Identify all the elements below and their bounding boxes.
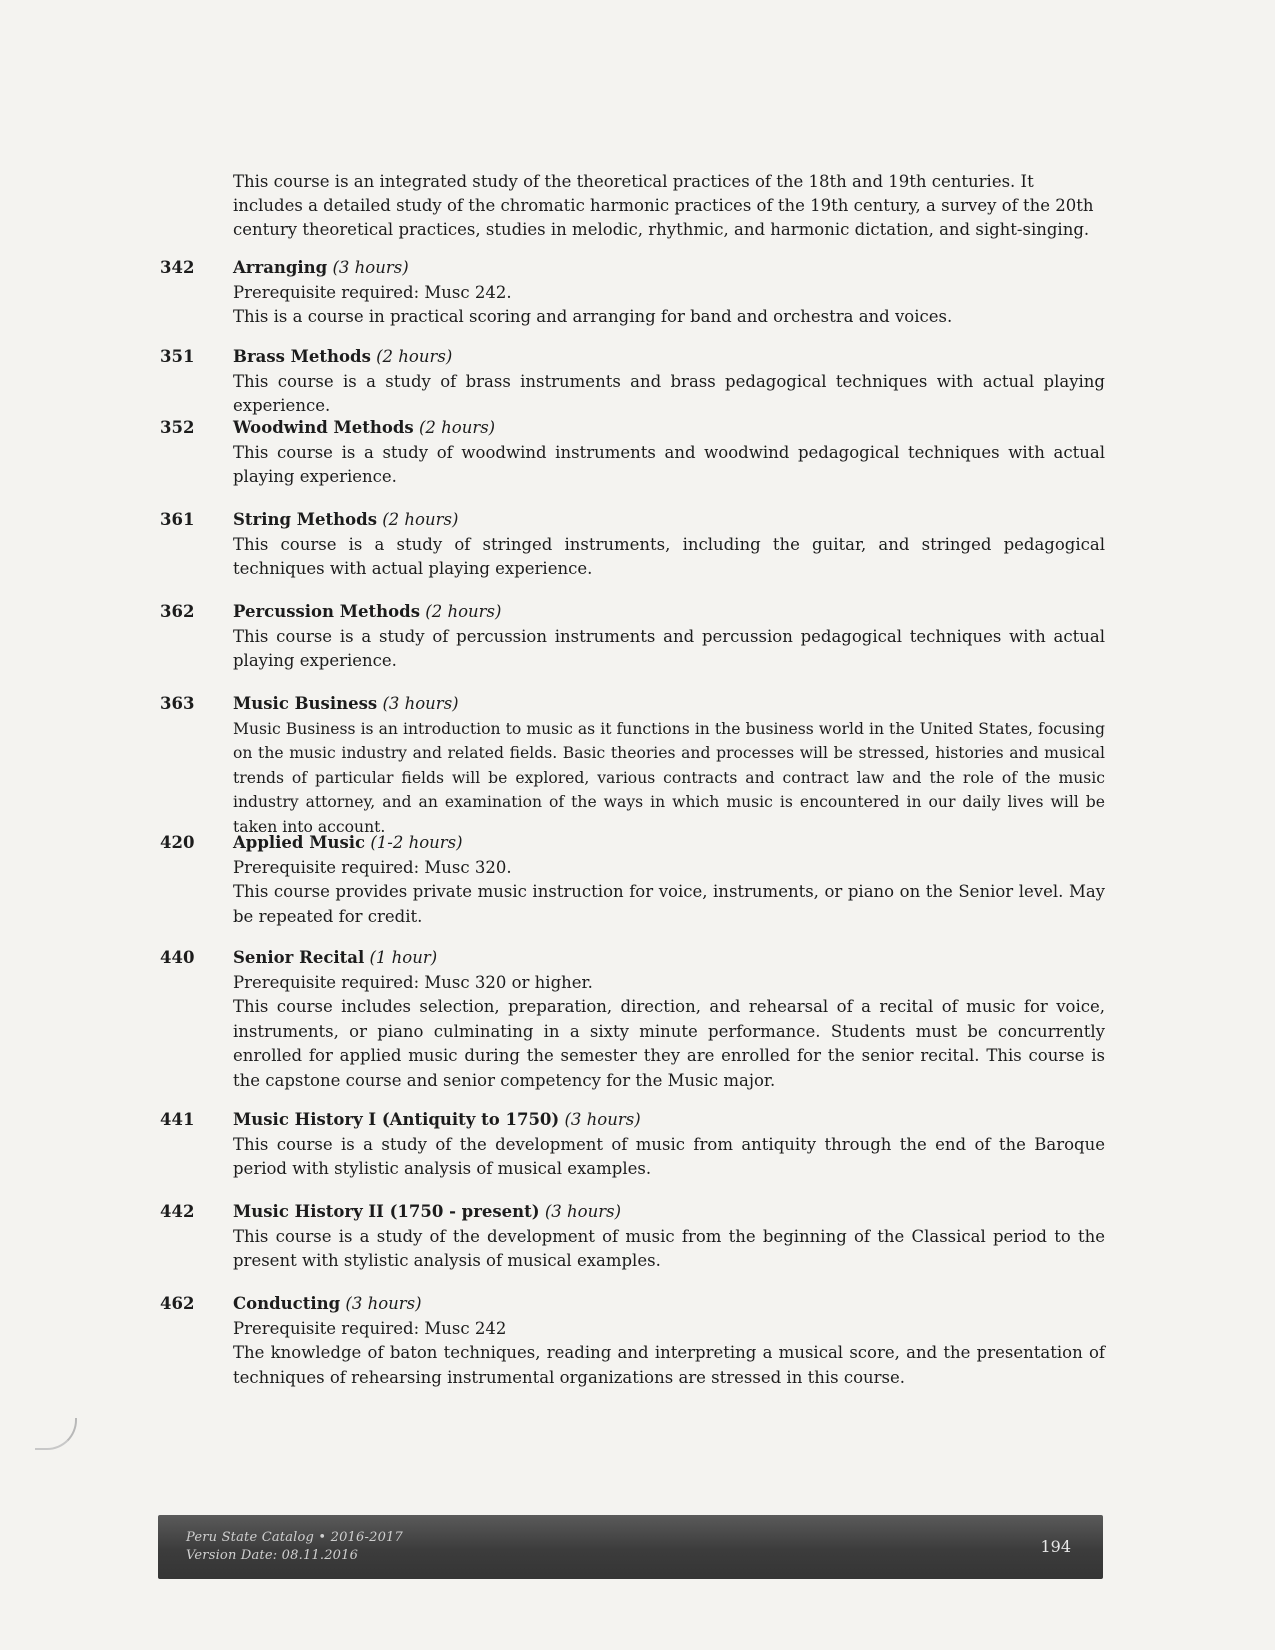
- course-hours: (3 hours): [382, 694, 459, 713]
- course-description: This course provides private music instruction for voice, instruments, or piano on the Senior level. May be repeated for credit.: [233, 882, 1105, 926]
- course-361: [160, 508, 1105, 582]
- course-number: 420: [160, 833, 195, 852]
- course-description: This is a course in practical scoring and arranging for band and orchestra and voices.: [233, 307, 953, 326]
- course-number: 351: [160, 347, 195, 366]
- course-prerequisite: Prerequisite required: Musc 242.: [233, 282, 512, 302]
- course-442: [160, 1200, 1105, 1274]
- course-352: [160, 416, 1105, 490]
- course-hours: (1-2 hours): [370, 833, 463, 852]
- course-hours: (3 hours): [345, 1294, 422, 1313]
- course-title: Arranging: [233, 258, 328, 277]
- course-342: [160, 256, 1105, 330]
- course-title: Applied Music: [233, 833, 366, 852]
- course-441: [160, 1108, 1105, 1182]
- footer-version: Version Date: 08.11.2016: [186, 1548, 359, 1563]
- course-description: This course is a study of brass instruments and brass pedagogical techniques with actual playing experience.: [233, 371, 1105, 415]
- course-number: 342: [160, 258, 195, 277]
- course-number: 462: [160, 1294, 195, 1313]
- course-description: The knowledge of baton techniques, reading and interpreting a musical score, and the presentation of techniques of rehearsing instrumental organizations are stressed in this course.: [233, 1343, 1105, 1387]
- course-description: This course is a study of the development of music from antiquity through the end of the Baroque period with stylistic analysis of musical examples.: [233, 1134, 1105, 1178]
- course-title: Senior Recital: [233, 948, 365, 967]
- course-hours: (2 hours): [425, 602, 502, 621]
- course-number: 441: [160, 1110, 195, 1129]
- course-description: This course is a study of percussion instruments and percussion pedagogical techniques with actual playing experience.: [233, 626, 1105, 670]
- course-number: 361: [160, 510, 195, 529]
- course-description: This course includes selection, preparation, direction, and rehearsal of a recital of music for voice, instruments, or piano culminating in a sixty minute performance. Students must be concurrently enrolled for applied music during the semester they are enrolled for the senior recital. This course is the capstone course and senior competency for the Music major.: [233, 997, 1105, 1090]
- scan-smudge: [35, 1418, 77, 1450]
- course-363: [160, 692, 1105, 839]
- course-title: Music History I (Antiquity to 1750): [233, 1110, 560, 1129]
- course-description: This course is a study of stringed instruments, including the guitar, and stringed pedagogical techniques with actual playing experience.: [233, 534, 1105, 578]
- course-prerequisite: Prerequisite required: Musc 320.: [233, 857, 512, 877]
- course-351: [160, 345, 1105, 419]
- course-description: This course is a study of the development of music from the beginning of the Classical period to the present with stylistic analysis of musical examples.: [233, 1226, 1105, 1270]
- course-hours: (2 hours): [376, 347, 453, 366]
- course-title: Percussion Methods: [233, 602, 421, 621]
- course-prerequisite: Prerequisite required: Musc 320 or higher.: [233, 972, 593, 992]
- course-440: [160, 946, 1105, 1093]
- course-prerequisite: Prerequisite required: Musc 242: [233, 1318, 507, 1338]
- course-hours: (3 hours): [332, 258, 409, 277]
- course-title: String Methods: [233, 510, 377, 529]
- intro-paragraph: This course is an integrated study of the theoretical practices of the 18th and 19th centuries. It includes a detailed study of the chromatic harmonic practices of the 19th century, a survey of the 20th century theoretical practices, studies in melodic, rhythmic, and harmonic dictation, and sight-singing.: [233, 172, 1094, 239]
- page-number: 194: [1040, 1537, 1071, 1556]
- course-title: Woodwind Methods: [233, 418, 414, 437]
- course-hours: (3 hours): [544, 1202, 622, 1221]
- course-title: Music Business: [233, 694, 378, 713]
- course-title: Conducting: [233, 1294, 341, 1313]
- course-number: 363: [160, 694, 195, 713]
- course-420: [160, 831, 1105, 929]
- course-hours: (3 hours): [564, 1110, 641, 1129]
- course-title: Brass Methods: [233, 347, 371, 366]
- footer-catalog: Peru State Catalog • 2016-2017: [186, 1530, 403, 1545]
- course-hours: (2 hours): [418, 418, 496, 437]
- course-hours: (2 hours): [382, 510, 459, 529]
- footer-info: [186, 1529, 403, 1565]
- course-description: This course is a study of woodwind instruments and woodwind pedagogical techniques with actual playing experience.: [233, 442, 1105, 486]
- course-description: Music Business is an introduction to music as it functions in the business world in the United States, focusing on the music industry and related fields. Basic theories and processes will be stressed, histories and musical trends of particular fields will be explored, various contracts and contract law and the role of the music industry attorney, and an examination of the ways in which music is encountered in our daily lives will be taken into account.: [233, 719, 1105, 836]
- course-title: Music History II (1750 - present): [233, 1202, 540, 1221]
- course-362: [160, 600, 1105, 674]
- course-462: [160, 1292, 1105, 1390]
- course-number: 442: [160, 1202, 195, 1221]
- course-hours: (1 hour): [369, 948, 438, 967]
- course-number: 362: [160, 602, 195, 621]
- course-number: 352: [160, 418, 195, 437]
- page-footer: [158, 1515, 1103, 1579]
- course-number: 440: [160, 948, 195, 967]
